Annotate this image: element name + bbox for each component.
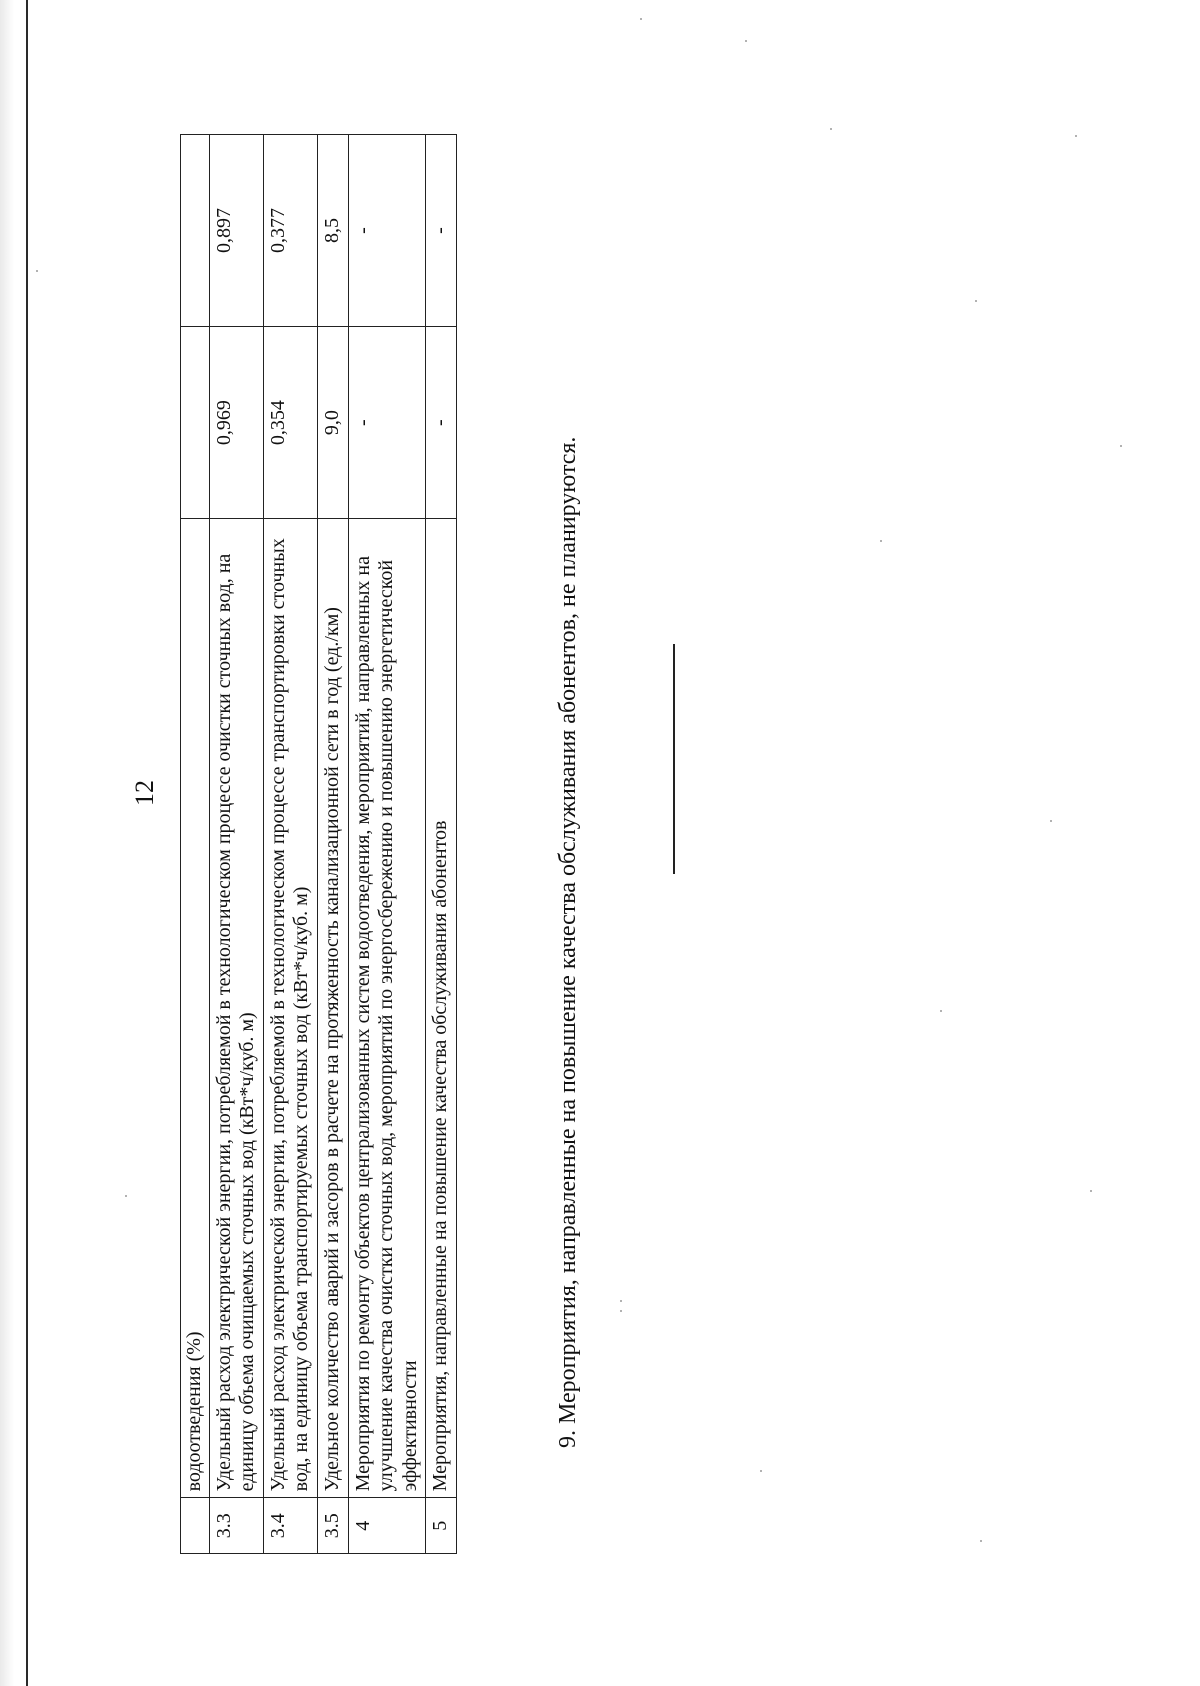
row-value-2: - — [426, 135, 457, 327]
scan-speck — [880, 540, 882, 542]
row-number: 3.4 — [263, 1498, 317, 1554]
row-number: 3.5 — [317, 1498, 348, 1554]
scan-speck — [36, 270, 38, 272]
row-number: 4 — [348, 1498, 426, 1554]
table-row — [209, 135, 263, 1554]
row-number: 5 — [426, 1498, 457, 1554]
scan-speck — [1075, 135, 1077, 137]
row-indicator-name: Удельный расход электрической энергии, потребляемой в технологическом процессе транспортировки сточных вод, на единицу объема транспортируемых сточных вод (кВт*ч/куб. м) — [263, 519, 317, 1498]
scan-speck — [760, 1470, 762, 1472]
table-row — [263, 135, 317, 1554]
row-value-2: 0,377 — [263, 135, 317, 327]
row-value-1: - — [426, 327, 457, 519]
row-value-2: - — [348, 135, 426, 327]
row-value-1 — [181, 327, 210, 519]
row-indicator-name: Удельный расход электрической энергии, потребляемой в технологическом процессе очистки сточных вод, на единицу объема очищаемых сточных вод (кВт*ч/куб. м) — [209, 519, 263, 1498]
scan-speck — [620, 1300, 622, 1302]
separator-line — [673, 644, 675, 874]
row-indicator-name: Мероприятия, направленные на повышение качества обслуживания абонентов — [426, 519, 457, 1498]
scan-speck — [125, 1195, 127, 1197]
row-number — [181, 1498, 210, 1554]
row-value-2: 0,897 — [209, 135, 263, 327]
row-value-2: 8,5 — [317, 135, 348, 327]
page-number: 12 — [130, 780, 159, 806]
scan-speck — [1050, 820, 1052, 822]
row-value-1: 0,969 — [209, 327, 263, 519]
scan-speck — [975, 300, 977, 302]
scan-speck — [640, 18, 642, 20]
table-row — [317, 135, 348, 1554]
table-row — [348, 135, 426, 1554]
row-value-2 — [181, 135, 210, 327]
section-heading: 9. Мероприятия, направленные на повышение качества обслуживания абонентов, не планируются. — [555, 436, 581, 1448]
scan-speck — [940, 1010, 942, 1012]
indicators-table — [180, 134, 457, 1554]
scan-speck — [745, 40, 747, 42]
scan-speck — [980, 1540, 982, 1542]
table-row — [426, 135, 457, 1554]
row-value-1: 9,0 — [317, 327, 348, 519]
row-indicator-name: водоотведения (%) — [181, 519, 210, 1498]
scan-speck — [1120, 445, 1122, 447]
scan-speck — [1090, 1190, 1092, 1192]
scan-speck — [830, 128, 832, 130]
row-indicator-name: Мероприятия по ремонту объектов централизованных систем водоотведения, мероприятий, направленных на улучшение качества очистки сточных вод, мероприятий по энергосбережению и повышению энергетической эффективности — [348, 519, 426, 1498]
scan-speck — [620, 1310, 622, 1312]
row-indicator-name: Удельное количество аварий и засоров в расчете на протяженность канализационной сети в год (ед./км) — [317, 519, 348, 1498]
row-value-1: 0,354 — [263, 327, 317, 519]
table-row — [181, 135, 210, 1554]
row-value-1: - — [348, 327, 426, 519]
row-number: 3.3 — [209, 1498, 263, 1554]
